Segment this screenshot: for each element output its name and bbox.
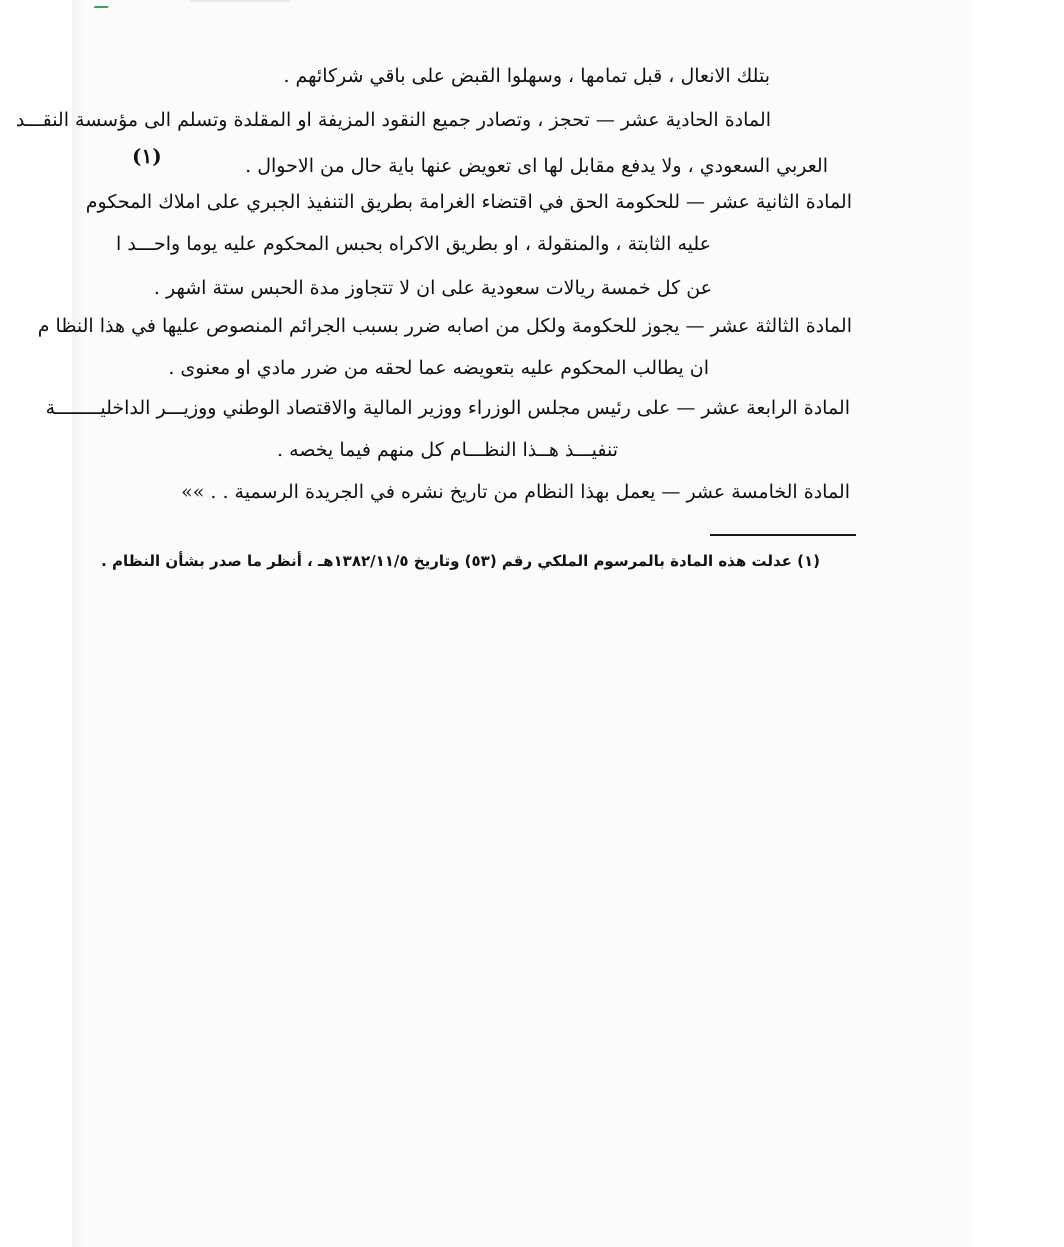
- article-11-line-2: العربي السعودي ، ولا يدفع مقابل لها اى تعويض عنها باية حال من الاحوال .: [245, 155, 828, 177]
- footnote-marker: (١): [132, 144, 162, 168]
- footnote-text: (١) عدلت هذه المادة بالمرسوم الملكي رقم (٥٣) وتاريخ ١٣٨٢/١١/٥هـ ، أنظر ما صدر بشأن النظام .: [101, 552, 820, 570]
- footnote-separator: [710, 534, 856, 536]
- article-14-line-2: تنفيـــذ هــذا النظـــام كل منهم فيما يخصه .: [277, 439, 618, 461]
- article-13-line-2: ان يطالب المحكوم عليه بتعويضه عما لحقه من ضرر مادي او معنوى .: [168, 357, 709, 379]
- text-line-1: بتلك الانعال ، قبل تمامها ، وسهلوا القبض على باقي شركائهم .: [283, 65, 770, 87]
- scan-line: [190, 0, 290, 2]
- article-11-line-1: المادة الحادية عشر — تحجز ، وتصادر جميع النقود المزيفة او المقلدة وتسلم الى مؤسسة النقـــد: [15, 109, 771, 131]
- article-14-line-1: المادة الرابعة عشر — على رئيس مجلس الوزراء ووزير المالية والاقتصاد الوطني ووزيـــر الداخليــــــــة: [45, 397, 850, 419]
- document-page: [72, 0, 972, 1247]
- article-12-line-3: عن كل خمسة ريالات سعودية على ان لا تتجاوز مدة الحبس ستة اشهر .: [153, 277, 712, 299]
- article-13-line-1: المادة الثالثة عشر — يجوز للحكومة ولكل من اصابه ضرر بسبب الجرائم المنصوص عليها في هذا النظا م: [37, 315, 852, 337]
- scan-edge: [72, 0, 84, 1247]
- article-12-line-2: عليه الثابتة ، والمنقولة ، او بطريق الاكراه بحبس المحكوم عليه يوما واحـــد ا: [116, 233, 711, 255]
- article-15-line-1: المادة الخامسة عشر — يعمل بهذا النظام من تاريخ نشره في الجريدة الرسمية . . »»: [181, 481, 850, 503]
- article-12-line-1: المادة الثانية عشر — للحكومة الحق في اقتضاء الغرامة بطريق التنفيذ الجبري على املاك المحكوم: [85, 191, 852, 213]
